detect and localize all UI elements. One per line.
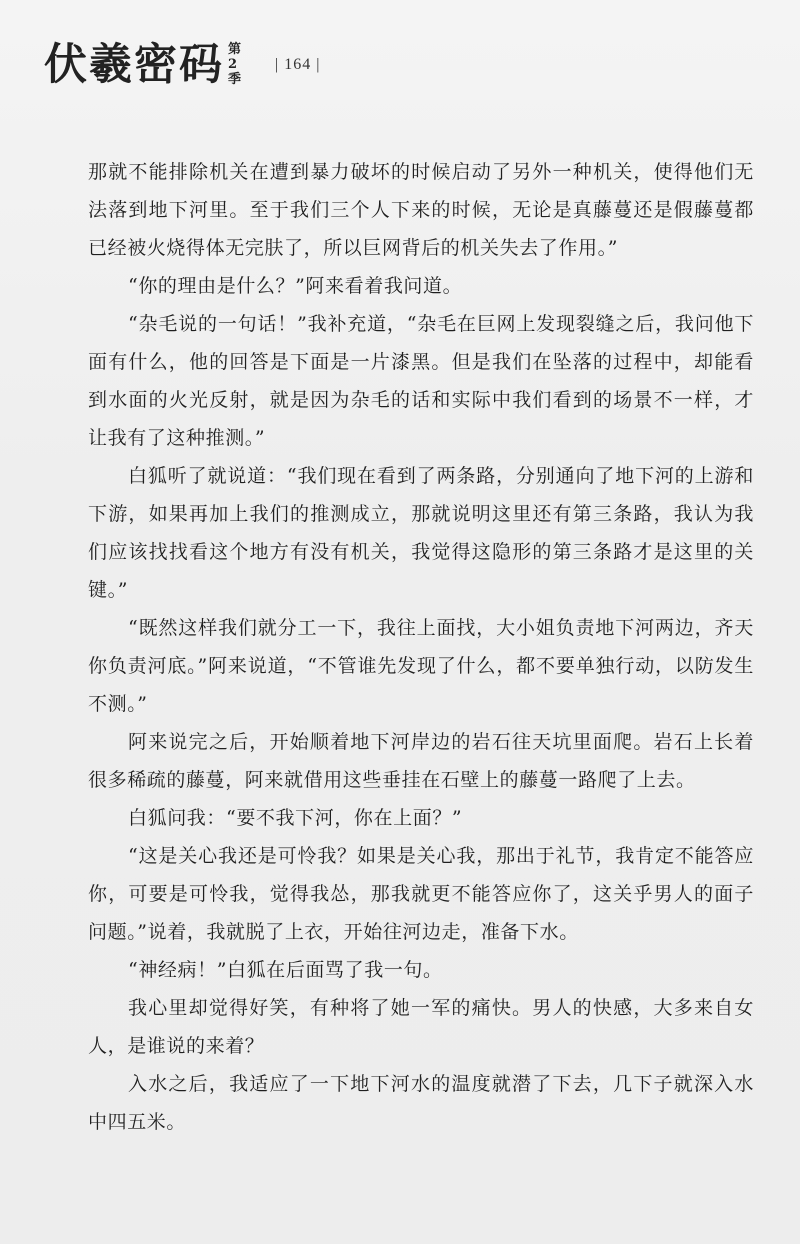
paragraph-10: 我心里却觉得好笑，有种将了她一军的痛快。男人的快感，大多来自女人，是谁说的来着？: [88, 997, 754, 1057]
season-label-line3: 季: [228, 72, 242, 87]
paragraph-8: “这是关心我还是可怜我？如果是关心我，那出于礼节，我肯定不能答应你，可要是可怜我，觉得我怂，那我就更不能答应你了，这关乎男人的面子问题。”说着，我就脱了上衣，开始往河边走，准备下水。: [88, 845, 754, 943]
paragraph-5: “既然这样我们就分工一下，我往上面找，大小姐负责地下河两边，齐天你负责河底。”阿来说道，“不管谁先发现了什么，都不要单独行动，以防发生不测。”: [88, 617, 754, 715]
paragraph-7: 白狐问我：“要不我下河，你在上面？”: [128, 807, 463, 829]
paragraph-2: “你的理由是什么？”阿来看着我问道。: [128, 275, 463, 297]
season-label-line1: 第: [228, 42, 242, 57]
paragraph-1: 那就不能排除机关在遭到暴力破坏的时候启动了另外一种机关，使得他们无法落到地下河里。至于我们三个人下来的时候，无论是真藤蔓还是假藤蔓都已经被火烧得体无完肤了，所以巨网背后的机关失去了作用。”: [88, 161, 754, 259]
paragraph-3: “杂毛说的一句话！”我补充道，“杂毛在巨网上发现裂缝之后，我问他下面有什么，他的回答是下面是一片漆黑。但是我们在坠落的过程中，却能看到水面的火光反射，就是因为杂毛的话和实际中我们看到的场景不一样，才让我有了这种推测。”: [88, 313, 754, 449]
season-label: [228, 42, 241, 87]
page-header: [44, 36, 320, 96]
paragraph-4: 白狐听了就说道：“我们现在看到了两条路，分别通向了地下河的上游和下游，如果再加上我们的推测成立，那就说明这里还有第三条路，我认为我们应该找找看这个地方有没有机关，我觉得这隐形的第三条路才是这里的关键。”: [88, 465, 754, 601]
season-label-line2: 2: [228, 57, 238, 72]
body-text: [88, 153, 754, 1141]
book-title: 伏羲密码: [44, 40, 224, 90]
page-number: | 164 |: [275, 56, 321, 73]
paragraph-6: 阿来说完之后，开始顺着地下河岸边的岩石往天坑里面爬。岩石上长着很多稀疏的藤蔓，阿来就借用这些垂挂在石壁上的藤蔓一路爬了上去。: [88, 731, 754, 791]
paragraph-11: 入水之后，我适应了一下地下河水的温度就潜了下去，几下子就深入水中四五米。: [88, 1073, 754, 1133]
paragraph-9: “神经病！”白狐在后面骂了我一句。: [128, 959, 443, 981]
